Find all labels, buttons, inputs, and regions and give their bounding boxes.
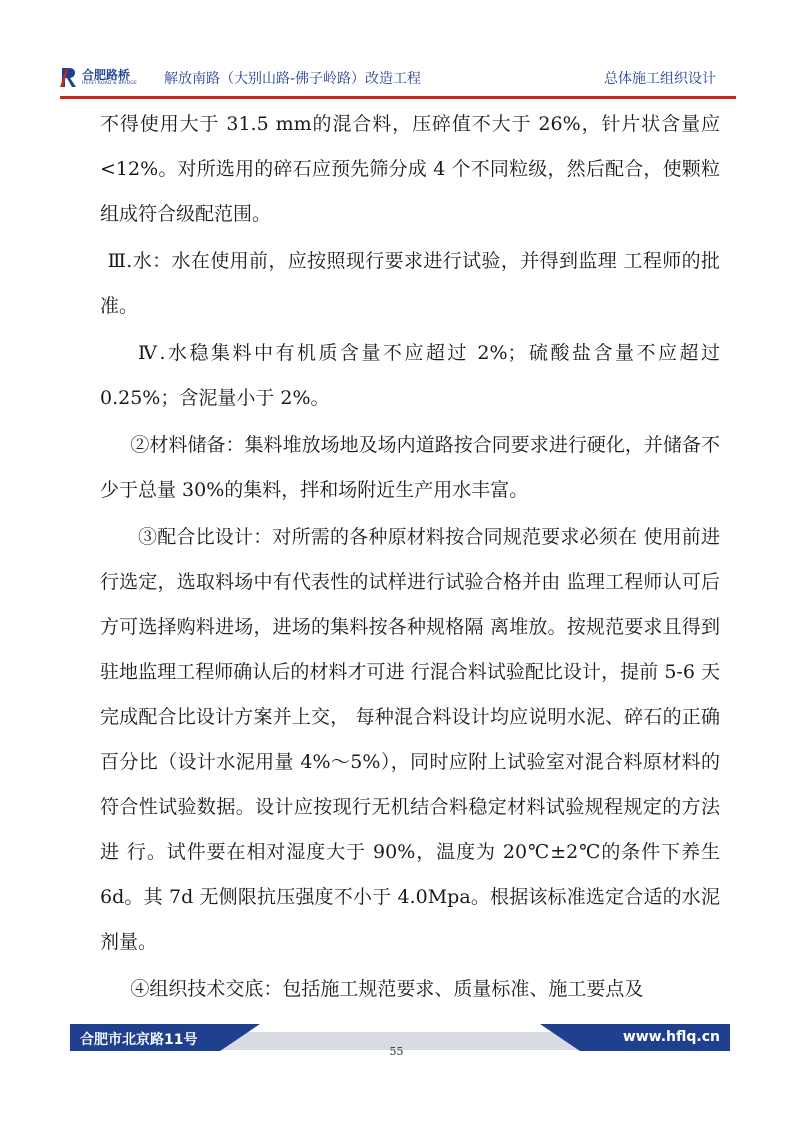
logo-subtext: HEFEI ROAD & BRIDGE [82, 81, 138, 86]
page-number: 55 [389, 1045, 404, 1058]
document-title: 解放南路（大别山路-佛子岭路）改造工程 [164, 71, 422, 87]
company-logo [60, 64, 170, 92]
paragraph: ③配合比设计：对所需的各种原材料按合同规范要求必须在 使用前进行选定，选取料场中有代表性的试样进行试验合格并由 监理工程师认可后方可选择购料进场，进场的集料按各种规格隔 离堆放。按规范要求且得到驻地监理工程师确认后的材料才可进 行混合料试验配比设计，提前 5-6 天完成配合比设计方案并上交， 每种混合料设计均应说明水泥、碎石的正确百分比（设计水泥用量 4%～5%），同时应附上试验室对混合料原材料的符合性试验数据。设计应按现行无机结合料稳定材料试验规程规定的方法进 行。试件要在相对湿度大于 90%，温度为 20℃±2℃的条件下养生6d。其 7d 无侧限抗压强度不小于 4.0Mpa。根据该标准选定合适的水泥剂量。 [100, 526, 720, 953]
logo-text: 合肥路桥 [82, 68, 131, 82]
header-divider [60, 96, 736, 99]
footer-address: 合肥市北京路11号 [80, 1032, 198, 1048]
paragraph: Ⅳ.水稳集料中有机质含量不应超过 2%；硫酸盐含量不应超过 0.25%；含泥量小于 2%。 [100, 342, 720, 409]
body-text [100, 102, 720, 1014]
paragraph: Ⅲ.水：水在使用前，应按照现行要求进行试验，并得到监理 工程师的批准。 [100, 250, 720, 317]
logo-icon [60, 66, 78, 88]
section-title: 总体施工组织设计 [604, 71, 716, 87]
footer-website: www.hflq.cn [622, 1029, 720, 1045]
paragraph: ②材料储备：集料堆放场地及场内道路按合同要求进行硬化，并储备不少于总量 30%的集料，拌和场附近生产用水丰富。 [100, 434, 720, 501]
paragraph: 不得使用大于 31.5 mm的混合料，压碎值不大于 26%，针片状含量应<12%。对所选用的碎石应预先筛分成 4 个不同粒级，然后配合，使颗粒组成符合级配范围。 [100, 113, 720, 225]
page-header [60, 60, 736, 94]
paragraph: ④组织技术交底：包括施工规范要求、质量标准、施工要点及 [130, 978, 644, 1000]
